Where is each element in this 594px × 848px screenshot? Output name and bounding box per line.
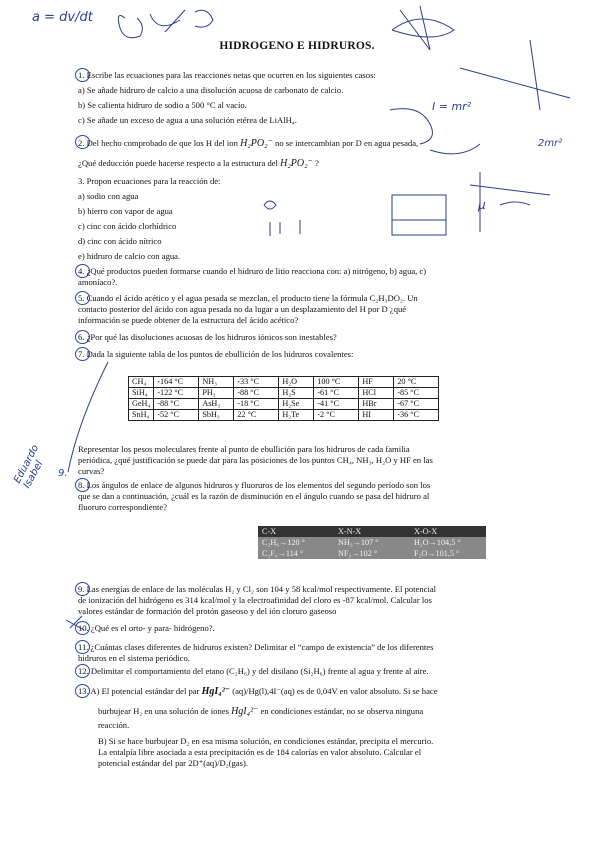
table-row [129,410,439,421]
q13-text-a-post: (aq)/Hg(l),4I⁻(aq) es de 0,04V en valor absoluto. Si se hace [232,686,438,696]
table-cell: HBr [359,399,394,410]
q10-line: 10. ¿Qué es el orto- y para- hidrógeno?. [78,623,215,633]
table-cell: SiH₄ [129,388,154,399]
q5-line-2: contacto posterior del ácido con agua pesada no da lugar a un desplazamiento del H por D ¿qué [78,304,407,314]
q8-line-2: que se dan a continuación, ¿cuál es la razón de disminución en el ángulo cuando se pasa del hidruro al [78,491,430,501]
table-cell: H₂O→104,5 ° [410,537,486,548]
q2-ion-2: H₂PO₂⁻ [280,158,313,169]
header-cell: X-N-X [334,526,410,537]
q13-line-a3: reacción. [98,720,130,730]
q7-intro: 7. Dada la siguiente tabla de los puntos de ebullición de los hidruros covalentes: [78,349,354,359]
bond-angles-header [258,526,486,537]
table-cell: -67 °C [394,399,439,410]
q2-text-c: ¿Qué deducción puede hacerse respecto a la estructura del [78,158,278,168]
q1-intro: 1. Escribe las ecuaciones para las reacciones netas que ocurren en los siguientes casos: [78,70,376,80]
table-cell: 20 °C [394,377,439,388]
header-cell: X-O-X [410,526,486,537]
table-cell: -85 °C [394,388,439,399]
table-cell: -88 °C [234,388,279,399]
table-cell: GeH₄ [129,399,154,410]
margin-name-handwriting: Eduardo Isabel [12,443,46,491]
table-header-row [258,526,486,537]
top-formula-handwriting: a = dv/dt [32,10,93,25]
table-cell: -61 °C [314,388,359,399]
table-cell: -18 °C [234,399,279,410]
q3-item-c: c) cinc con ácido clorhídrico [78,221,177,231]
q2-text-b: no se intercambian por D en agua pesada, [275,138,419,148]
table-cell: C₂H₆→120 ° [258,537,334,548]
table-row [258,548,486,559]
table-cell: -52 °C [154,410,199,421]
q12-line: 12. Delimitar el comportamiento del etano (C₂H₆) y del disilano (Si₂H₆) frente al agua y frente al aire. [78,666,429,676]
q3-item-d: d) cinc con ácido nítrico [78,236,162,246]
table-row [129,388,439,399]
q9-line-2: de ionización del hidrógeno es 314 kcal/mol y la electroafinidad del cloro es -87 kcal/mol. Calcular los [78,595,432,605]
table-cell: -88 °C [154,399,199,410]
q13-line-b3: potencial estándar del par 2D⁺(aq)/D₂(gas). [98,758,248,768]
q9-line-1: 9. Las energías de enlace de las moléculas H₂ y Cl₂ son 104 y 58 kcal/mol respectivamente. El potencial [78,584,437,594]
two-mr-handwriting: 2mr² [538,138,563,149]
table-row [258,537,486,548]
q13-text-a2-post: en condiciones estándar, no se observa ninguna [260,706,424,716]
q13-line-a1 [78,686,574,697]
q13-ion-a: HgI₄²⁻ [201,686,231,697]
table-cell: 100 °C [314,377,359,388]
q13-line-b2: La entalpía libre asociada a esta precipitación es de 184 calorías en valor absoluto. Calcular el [98,747,422,757]
q13-line-a2 [98,706,574,717]
q13-line-b1: B) Si se hace burbujear D₂ en esa misma solución, en condiciones estándar, precipita el mercurio. [98,736,434,746]
q3-item-b: b) hierro con vapor de agua [78,206,173,216]
table-cell: AsH₃ [199,399,234,410]
q7-margin-mark: 9. [58,468,68,479]
table-cell: -122 °C [154,388,199,399]
q9-line-3: valores estándar de formación del protón gaseoso y del ión cloruro gaseoso [78,606,337,616]
table-cell: H₂Se [279,399,314,410]
table-row [129,399,439,410]
q2-line-1 [78,138,574,149]
q11-line-1: 11. ¿Cuántas clases diferentes de hidruros existen? Delimitar el “campo de existencia” de los diferentes [78,642,434,652]
q7-after-2: periódica, ¿qué justificación se puede dar para las posiciones de los puntos CH₄, NH₃, H₂O y HF en las [78,455,433,465]
header-cell: C-X [258,526,334,537]
table-cell: F₂O→101,5 ° [410,548,486,559]
table-cell: NH₃→107 ° [334,537,410,548]
page-title: HIDROGENO E HIDRUROS. [219,40,375,52]
q2-line-2 [78,158,574,169]
table-cell: 22 °C [234,410,279,421]
q4-line-1: 4. ¿Qué productos pueden formarse cuando el hidruro de litio reacciona con: a) nitrógeno, b) agua, c) [78,266,427,276]
q7-after-3: curvas? [78,466,105,476]
table-cell: SnH₄ [129,410,154,421]
q11-line-2: hidruros en el sistema periódico. [78,653,190,663]
q2-text-end: ? [315,158,319,168]
table-cell: C₂F₆→114 ° [258,548,334,559]
boiling-points-table [128,376,439,421]
bond-angles-table [258,526,486,559]
table-cell: -164 °C [154,377,199,388]
q1-item-a: a) Se añade hidruro de calcio a una disolución acuosa de carbonato de calcio. [78,85,344,95]
table-cell: NH₃ [199,377,234,388]
table-cell: HCl [359,388,394,399]
table-cell: H₂S [279,388,314,399]
q13-text-a: 13. A) El potencial estándar del par [78,686,200,696]
q1-item-b: b) Se calienta hidruro de sodio a 500 °C al vacío. [78,100,247,110]
q2-text-a: 2. Del hecho comprobado de que los H del ion [78,138,238,148]
q2-ion: H₂PO₂⁻ [240,138,273,149]
q4-line-2: amoníaco?. [78,277,118,287]
table-row [129,377,439,388]
table-cell: H₂Te [279,410,314,421]
q5-line-1: 5. Cuando el ácido acético y el agua pesada se mezclan, el producto tiene la fórmula C₂H₃DO₂. Un [78,293,418,303]
table-cell: PH₃ [199,388,234,399]
q8-line-1: 8. Los ángulos de enlace de algunos hidruros y fluoruros de los elementos del segundo período son los [78,480,431,490]
table-cell: -2 °C [314,410,359,421]
q13-ion-a2: HgI₄²⁻ [231,706,259,717]
q1-item-c: c) Se añade un exceso de agua a una solución etérea de LiAlH₄. [78,115,297,125]
table-cell: H₂O [279,377,314,388]
table-cell: SbH₃ [199,410,234,421]
bond-angles-body [258,537,486,559]
inertia-handwriting: I = mr² [432,100,472,113]
q6-line: 6. ¿Por qué las disoluciones acuosas de los hidruros iónicos son inestables? [78,332,337,342]
table-cell: HF [359,377,394,388]
mu-handwriting: μ [478,198,486,212]
table-cell: NF₃→102 ° [334,548,410,559]
table-cell: HI [359,410,394,421]
q3-item-e: e) hidruro de calcio con agua. [78,251,181,261]
q8-line-3: fluoruro correspondiente? [78,502,168,512]
table-cell: CH₄ [129,377,154,388]
q3-item-a: a) sodio con agua [78,191,139,201]
q5-line-3: información se puede obtener de la estructura del ácido acético? [78,315,299,325]
table-cell: -33 °C [234,377,279,388]
q7-after-1: Representar los pesos moleculares frente al punto de ebullición para los hidruros de cada familia [78,444,410,454]
boiling-points-body [129,377,439,421]
q13-text-a2: burbujear H₂ en una solución de iones [98,706,229,716]
table-cell: -41 °C [314,399,359,410]
q3-intro: 3. Propon ecuaciones para la reacción de: [78,176,221,186]
table-cell: -36 °C [394,410,439,421]
